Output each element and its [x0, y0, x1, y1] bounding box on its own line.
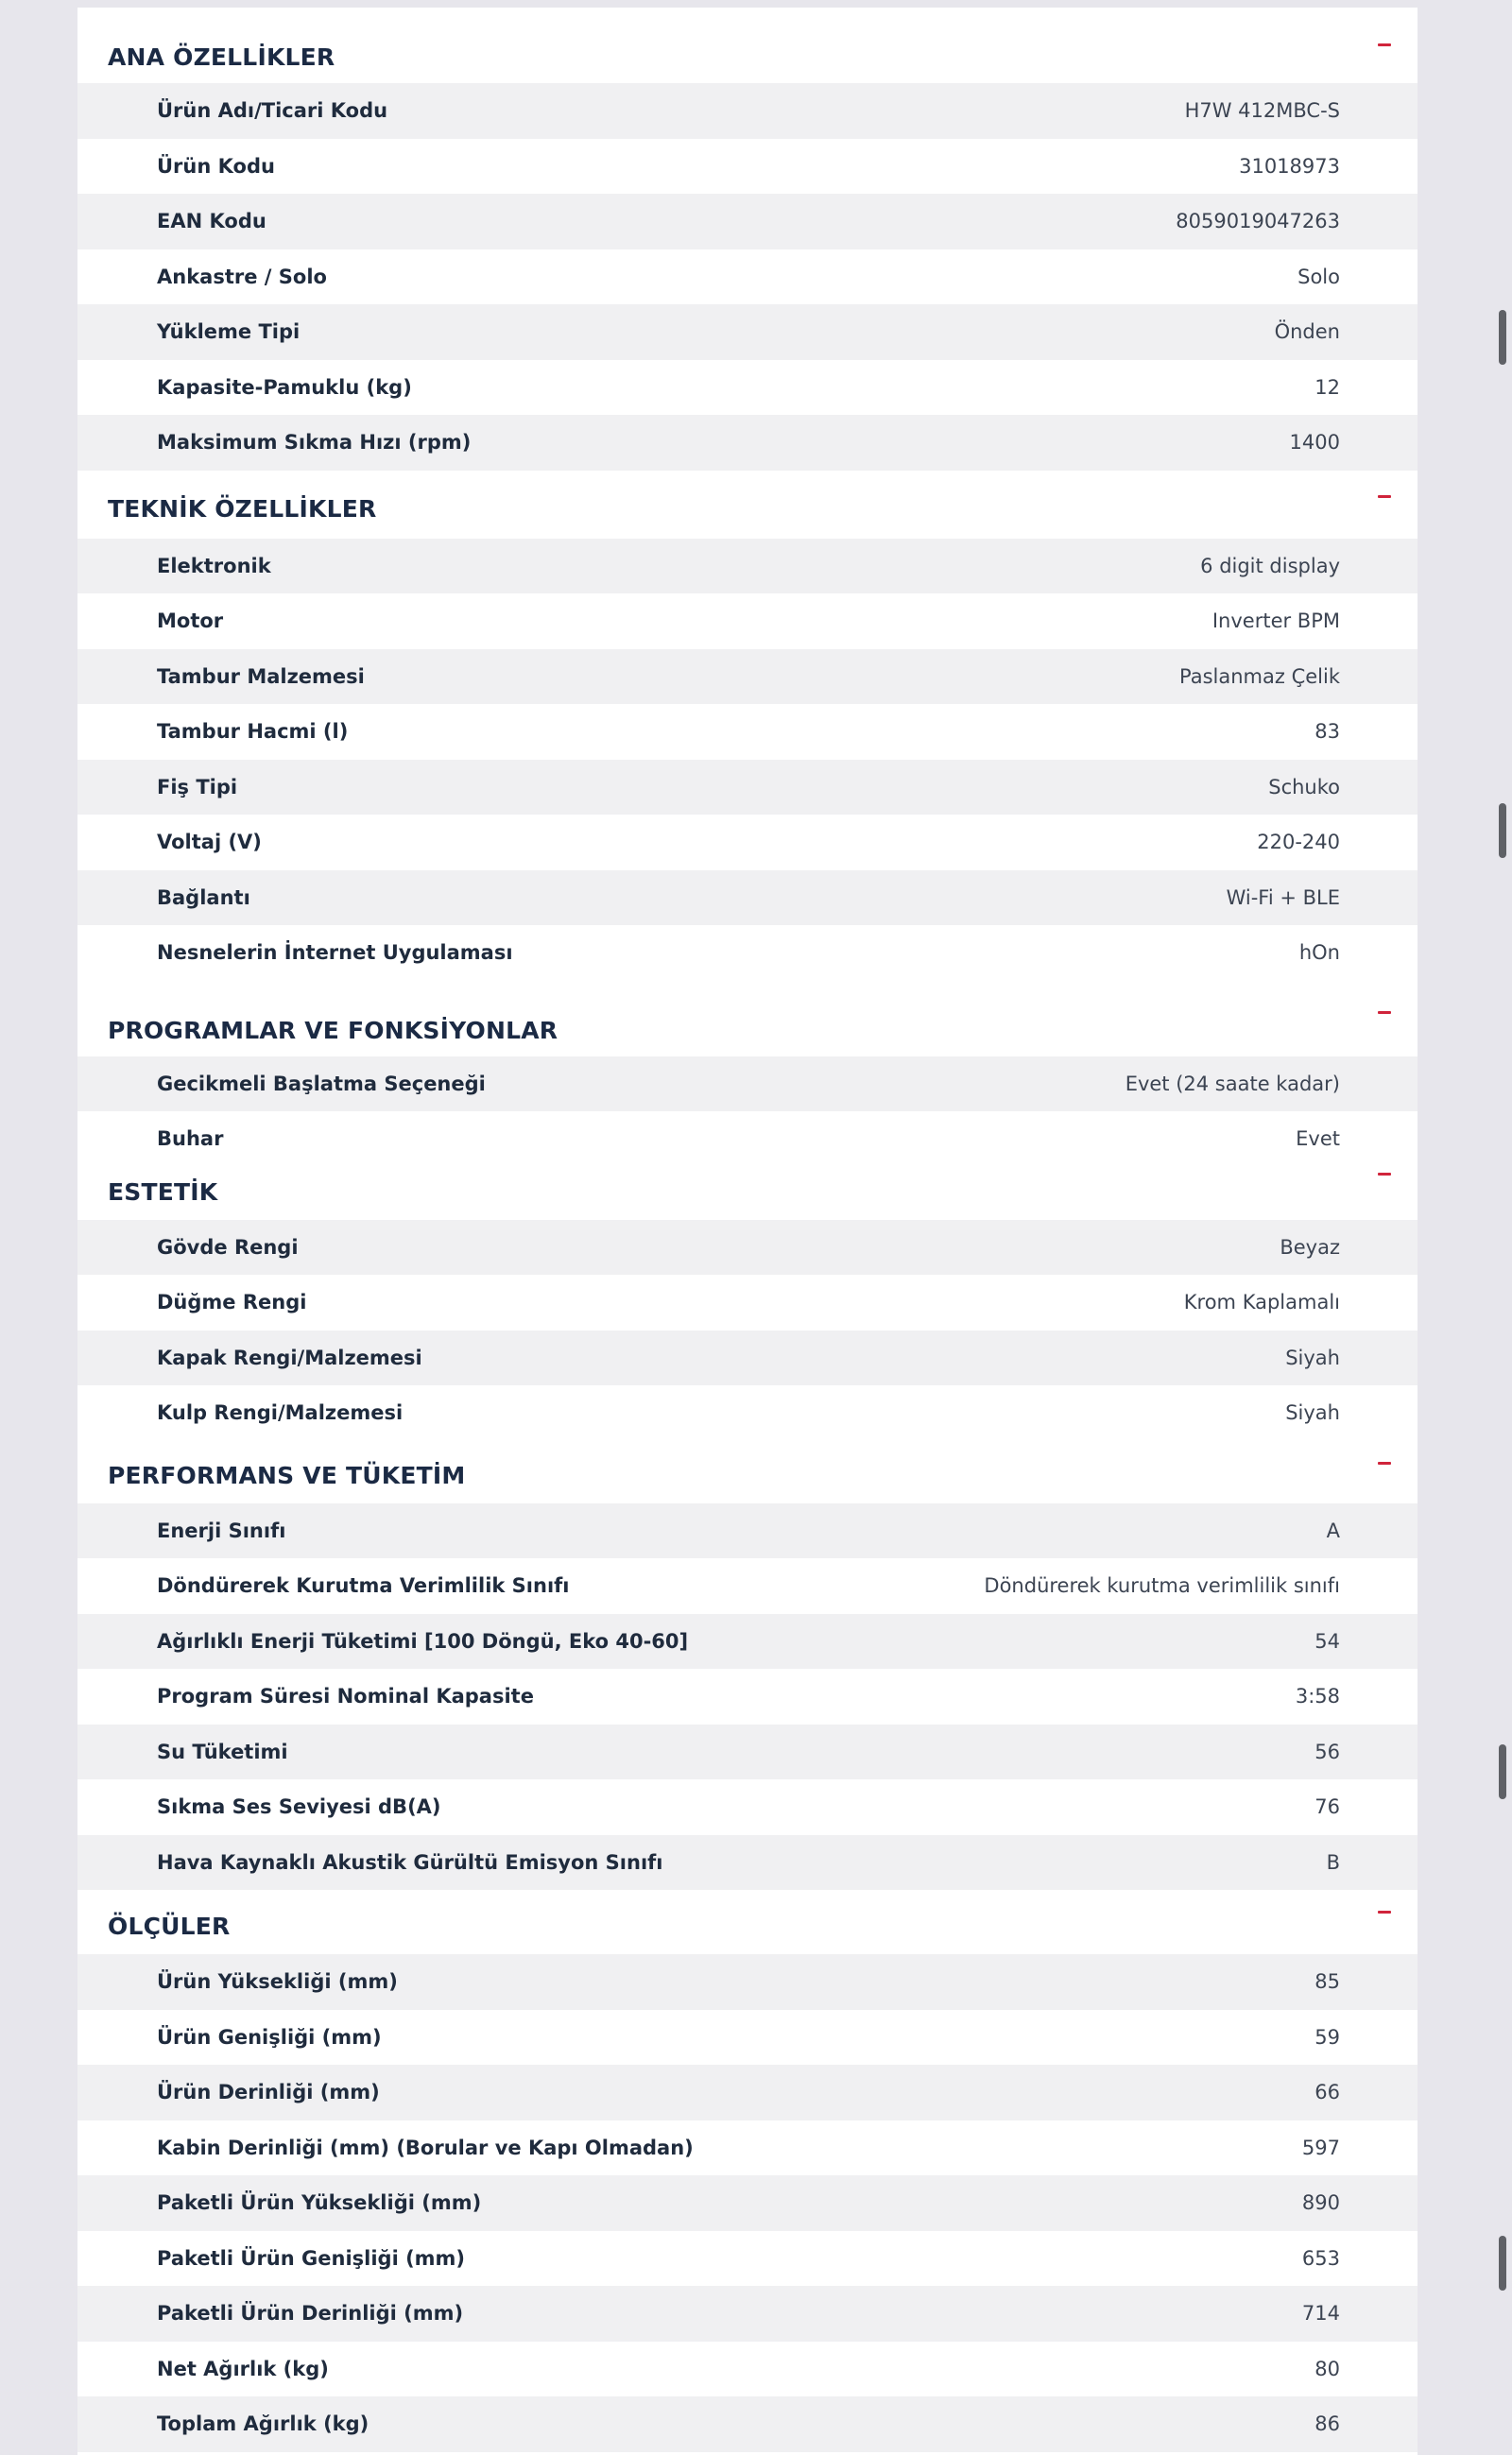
spec-row [77, 649, 1418, 705]
spec-value: 6 digit display [1200, 554, 1340, 577]
spec-row [77, 1669, 1418, 1725]
spec-label: Buhar [157, 1127, 224, 1151]
spec-label: Tambur Malzemesi [157, 664, 365, 688]
spec-row [77, 870, 1418, 926]
spec-row [77, 1614, 1418, 1670]
spec-row [77, 1275, 1418, 1331]
spec-value: Beyaz [1280, 1235, 1340, 1259]
spec-value: 220-240 [1257, 831, 1340, 854]
spec-row [77, 2286, 1418, 2342]
spec-list [77, 1056, 1418, 1167]
spec-label: Kulp Rengi/Malzemesi [157, 1401, 404, 1425]
spec-list [77, 83, 1418, 471]
spec-row [77, 2396, 1418, 2452]
section-technical-features [77, 471, 1418, 981]
spec-row [77, 1220, 1418, 1276]
spec-value: 3:58 [1295, 1685, 1340, 1708]
spec-label: Gövde Rengi [157, 1235, 299, 1259]
scroll-marker [1499, 2236, 1506, 2291]
spec-value: Evet [1296, 1127, 1340, 1151]
spec-row [77, 304, 1418, 360]
spec-label: Döndürerek Kurutma Verimlilik Sınıfı [157, 1574, 570, 1598]
spec-label: Kapasite-Pamuklu (kg) [157, 375, 412, 399]
spec-value: 653 [1301, 2246, 1340, 2270]
spec-label: Hava Kaynaklı Akustik Gürültü Emisyon Sınıfı [157, 1850, 663, 1874]
spec-label: Nesnelerin İnternet Uygulaması [157, 941, 513, 965]
spec-row [77, 1056, 1418, 1112]
spec-value: B [1326, 1850, 1340, 1874]
scrollbar[interactable] [1491, 0, 1512, 2448]
spec-value: 80 [1314, 2357, 1340, 2380]
spec-label: Kapak Rengi/Malzemesi [157, 1346, 422, 1369]
spec-label: Toplam Ağırlık (kg) [157, 2412, 369, 2436]
spec-label: Program Süresi Nominal Kapasite [157, 1685, 534, 1708]
spec-label: EAN Kodu [157, 210, 266, 233]
section-title: PROGRAMLAR VE FONKSİYONLAR [108, 1016, 558, 1044]
spec-value: H7W 412MBC-S [1184, 99, 1340, 123]
scroll-marker [1499, 803, 1506, 858]
spec-value: Döndürerek kurutma verimlilik sınıfı [984, 1574, 1340, 1598]
spec-label: Fiş Tipi [157, 775, 238, 798]
spec-row [77, 1558, 1418, 1614]
spec-value: 1400 [1289, 431, 1340, 455]
minus-icon[interactable] [1378, 495, 1391, 498]
minus-icon[interactable] [1378, 1011, 1391, 1014]
specifications-panel [77, 8, 1418, 2455]
section-aesthetics [77, 1167, 1418, 1441]
section-dimensions [77, 1890, 1418, 2452]
minus-icon[interactable] [1378, 43, 1391, 46]
spec-label: Düğme Rengi [157, 1291, 307, 1314]
spec-label: Elektronik [157, 554, 271, 577]
spec-row [77, 593, 1418, 649]
spec-row [77, 539, 1418, 594]
spec-value: 890 [1301, 2191, 1340, 2215]
spec-label: Ürün Adı/Ticari Kodu [157, 99, 388, 123]
spec-row [77, 139, 1418, 195]
spec-label: Paketli Ürün Derinliği (mm) [157, 2302, 464, 2326]
section-header[interactable] [77, 1890, 1418, 1954]
section-performance-consumption [77, 1441, 1418, 1891]
spec-label: Enerji Sınıfı [157, 1519, 286, 1542]
spec-value: Schuko [1268, 775, 1340, 798]
spec-row [77, 1725, 1418, 1780]
spec-value: 83 [1314, 720, 1340, 744]
spec-row [77, 815, 1418, 870]
spec-list [77, 539, 1418, 981]
spec-row [77, 1385, 1418, 1441]
spec-row [77, 1779, 1418, 1835]
spec-row [77, 760, 1418, 815]
spec-label: Motor [157, 609, 224, 633]
spec-label: Ürün Genişliği (mm) [157, 2025, 382, 2049]
spec-value: Solo [1297, 265, 1340, 288]
minus-icon[interactable] [1378, 1462, 1391, 1465]
spec-row [77, 249, 1418, 305]
spec-label: Kabin Derinliği (mm) (Borular ve Kapı Olmadan) [157, 2136, 694, 2159]
section-header[interactable] [77, 981, 1418, 1056]
spec-value: 86 [1314, 2412, 1340, 2436]
spec-row [77, 2065, 1418, 2120]
spec-value: 12 [1314, 375, 1340, 399]
spec-value: Inverter BPM [1211, 609, 1340, 633]
spec-list [77, 1220, 1418, 1441]
spec-label: Ağırlıklı Enerji Tüketimi [100 Döngü, Eko 40-60] [157, 1629, 689, 1653]
spec-label: Gecikmeli Başlatma Seçeneği [157, 1072, 486, 1095]
spec-row [77, 1835, 1418, 1891]
spec-label: Voltaj (V) [157, 831, 262, 854]
spec-row [77, 1503, 1418, 1559]
spec-label: Ürün Derinliği (mm) [157, 2081, 380, 2104]
spec-row [77, 194, 1418, 249]
spec-value: Önden [1274, 320, 1340, 344]
spec-label: Net Ağırlık (kg) [157, 2357, 329, 2380]
spec-row [77, 2231, 1418, 2287]
spec-label: Ürün Kodu [157, 154, 275, 178]
spec-value: 597 [1301, 2136, 1340, 2159]
section-main-features [77, 8, 1418, 471]
spec-value: 76 [1314, 1795, 1340, 1819]
spec-label: Paketli Ürün Yüksekliği (mm) [157, 2191, 482, 2215]
spec-label: Sıkma Ses Seviyesi dB(A) [157, 1795, 441, 1819]
section-title: ESTETİK [108, 1177, 218, 1206]
spec-value: Krom Kaplamalı [1183, 1291, 1340, 1314]
spec-row [77, 2175, 1418, 2231]
spec-row [77, 415, 1418, 471]
spec-value: 59 [1314, 2025, 1340, 2049]
spec-row [77, 1954, 1418, 2010]
spec-value: Siyah [1285, 1401, 1340, 1425]
spec-row [77, 1331, 1418, 1386]
spec-row [77, 2120, 1418, 2176]
spec-value: Wi-Fi + BLE [1226, 885, 1340, 909]
section-title: TEKNİK ÖZELLİKLER [108, 494, 377, 523]
spec-value: 31018973 [1239, 154, 1340, 178]
spec-label: Yükleme Tipi [157, 320, 301, 344]
section-title: ANA ÖZELLİKLER [108, 43, 335, 71]
spec-value: 8059019047263 [1176, 210, 1340, 233]
section-title: ÖLÇÜLER [108, 1913, 231, 1940]
spec-label: Su Tüketimi [157, 1740, 288, 1763]
spec-row [77, 704, 1418, 760]
scroll-marker [1499, 1744, 1506, 1799]
spec-row [77, 925, 1418, 981]
spec-row [77, 1111, 1418, 1167]
spec-value: A [1326, 1519, 1340, 1542]
spec-value: 66 [1314, 2081, 1340, 2104]
section-header[interactable] [77, 8, 1418, 83]
minus-icon[interactable] [1378, 1911, 1391, 1914]
spec-label: Bağlantı [157, 885, 250, 909]
spec-value: 85 [1314, 1970, 1340, 1994]
section-header[interactable] [77, 1441, 1418, 1503]
spec-list [77, 1503, 1418, 1891]
spec-list [77, 1954, 1418, 2452]
scroll-marker [1499, 310, 1506, 365]
spec-row [77, 2010, 1418, 2066]
spec-value: Paslanmaz Çelik [1179, 664, 1340, 688]
spec-label: Ankastre / Solo [157, 265, 327, 288]
spec-row [77, 2342, 1418, 2397]
section-title: PERFORMANS VE TÜKETİM [108, 1461, 466, 1489]
spec-value: Evet (24 saate kadar) [1125, 1072, 1340, 1095]
spec-label: Ürün Yüksekliği (mm) [157, 1970, 398, 1994]
spec-label: Maksimum Sıkma Hızı (rpm) [157, 431, 472, 455]
spec-row [77, 83, 1418, 139]
spec-row [77, 360, 1418, 416]
spec-label: Tambur Hacmi (l) [157, 720, 349, 744]
spec-value: Siyah [1285, 1346, 1340, 1369]
spec-value: 56 [1314, 1740, 1340, 1763]
spec-value: hOn [1298, 941, 1340, 965]
spec-label: Paketli Ürün Genişliği (mm) [157, 2246, 466, 2270]
spec-value: 54 [1314, 1629, 1340, 1653]
section-programs-functions [77, 981, 1418, 1167]
section-header[interactable] [77, 1167, 1418, 1220]
spec-value: 714 [1301, 2302, 1340, 2326]
section-header[interactable] [77, 471, 1418, 539]
minus-icon[interactable] [1378, 1173, 1391, 1176]
